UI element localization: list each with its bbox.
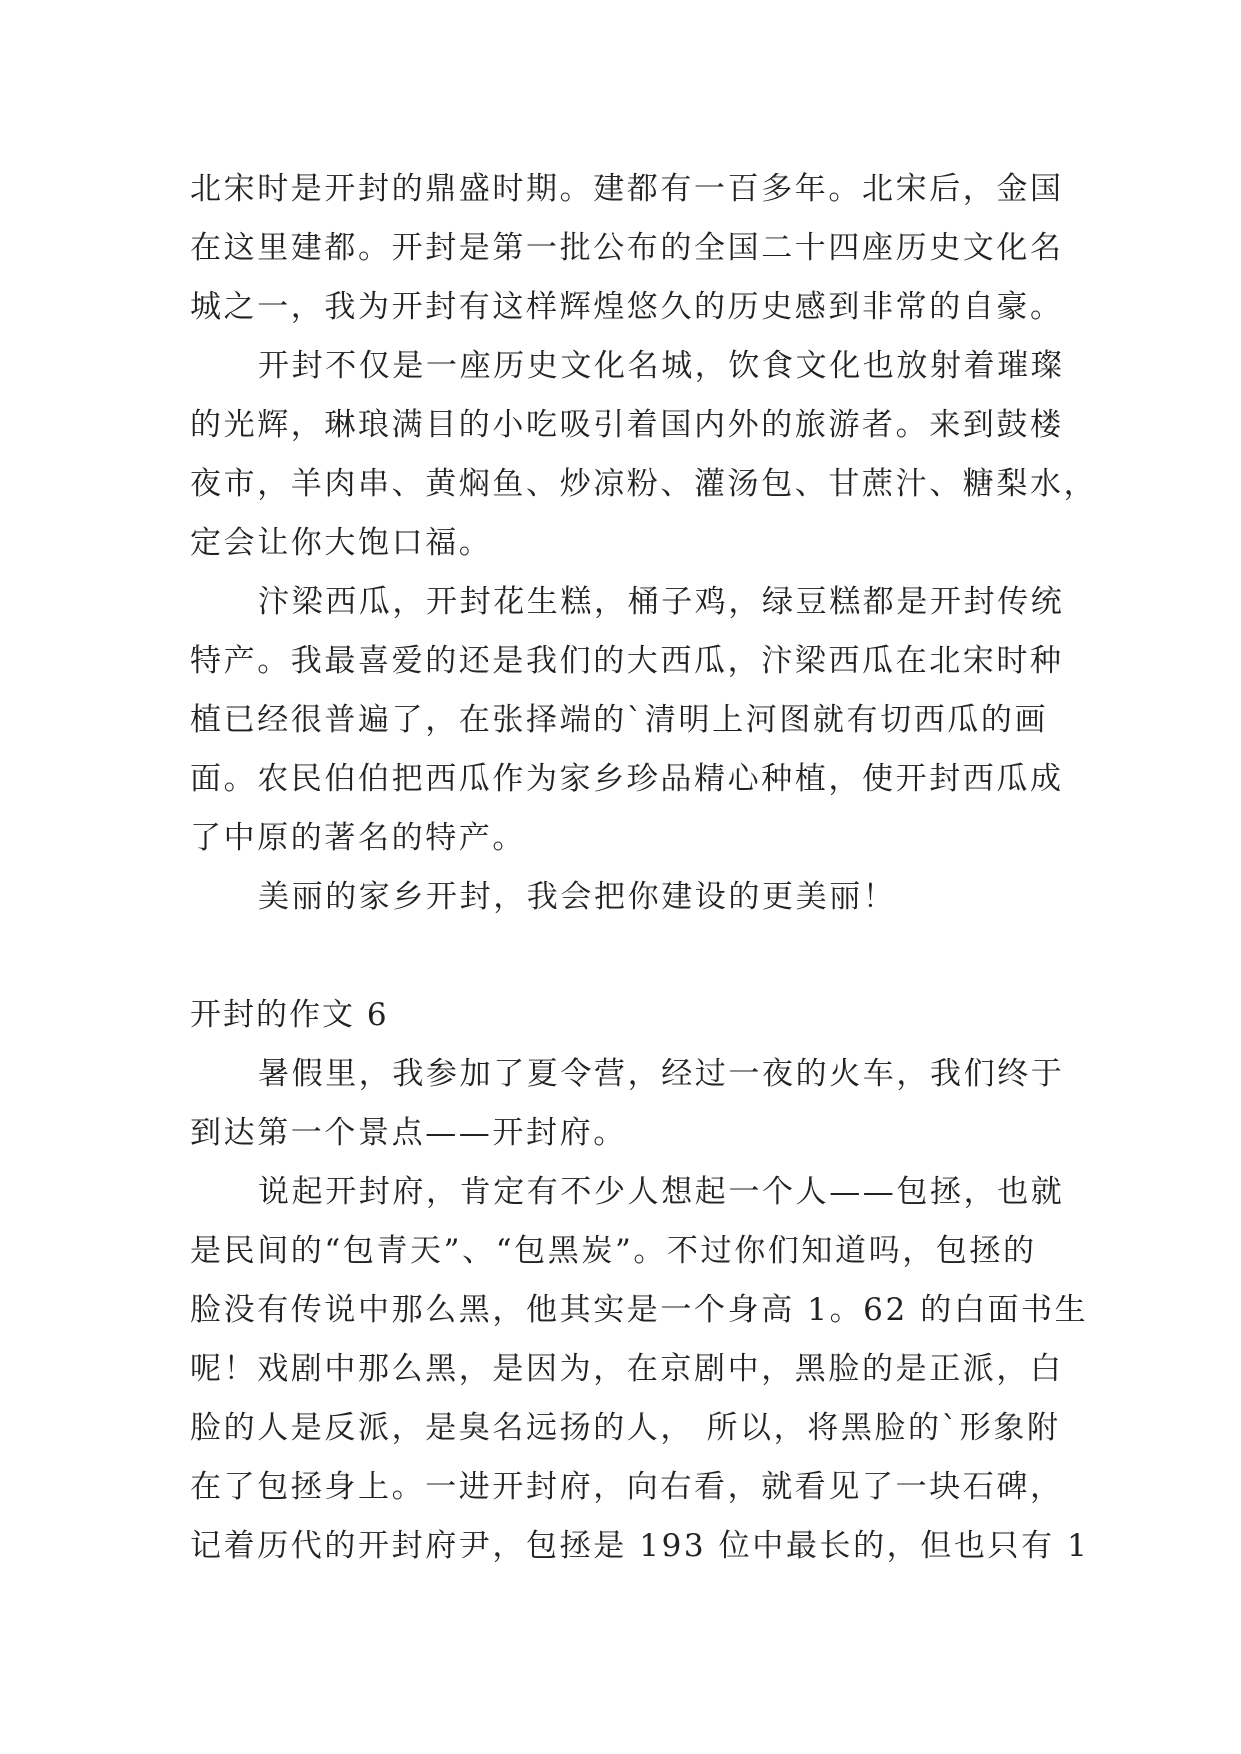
paragraph [190, 1045, 1070, 1163]
text-line: 脸的人是反派，是臭名远扬的人， 所以，将黑脸的`形象附 [190, 1410, 1061, 1446]
paragraph [190, 868, 1070, 927]
section-gap [190, 927, 1070, 986]
text-line: 美丽的家乡开封，我会把你建设的更美丽！ [258, 879, 897, 915]
text-line: 脸没有传说中那么黑，他其实是一个身高 1。62 的白面书生 [190, 1292, 1089, 1328]
text-line: 北宋时是开封的鼎盛时期。建都有一百多年。北宋后，金国 [190, 171, 1064, 207]
paragraph [190, 337, 1098, 573]
text-line: 植已经很普遍了，在张择端的`清明上河图就有切西瓜的画 [190, 702, 1049, 738]
text-line: 呢！戏剧中那么黑，是因为，在京剧中，黑脸的是正派，白 [190, 1351, 1064, 1387]
paragraph [190, 1163, 1090, 1576]
text-line: 城之一，我为开封有这样辉煌悠久的历史感到非常的自豪。 [190, 289, 1064, 325]
paragraph [190, 160, 1070, 337]
section-title: 开封的作文 6 [190, 997, 389, 1033]
text-line: 了中原的著名的特产。 [190, 820, 526, 856]
text-line: 说起开封府，肯定有不少人想起一个人——包拯，也就 [258, 1174, 1065, 1210]
paragraph [190, 573, 1070, 868]
text-line: 暑假里，我参加了夏令营，经过一夜的火车，我们终于 [258, 1056, 1065, 1092]
text-line: 在了包拯身上。一进开封府，向右看，就看见了一块石碑， [190, 1469, 1064, 1505]
text-line: 是民间的“包青天”、“包黑炭”。不过你们知道吗，包拯的 [190, 1233, 1037, 1269]
text-line: 汴梁西瓜，开封花生糕，桶子鸡，绿豆糕都是开封传统 [258, 584, 1065, 620]
text-line: 记着历代的开封府尹，包拯是 193 位中最长的，但也只有 1 [190, 1528, 1090, 1564]
text-line: 面。农民伯伯把西瓜作为家乡珍品精心种植，使开封西瓜成 [190, 761, 1064, 797]
document-body [190, 160, 1098, 1576]
text-line: 定会让你大饱口福。 [190, 525, 493, 561]
text-line: 特产。我最喜爱的还是我们的大西瓜，汴梁西瓜在北宋时种 [190, 643, 1064, 679]
text-line: 的光辉，琳琅满目的小吃吸引着国内外的旅游者。来到鼓楼 [190, 407, 1064, 443]
text-line: 夜市，羊肉串、黄焖鱼、炒凉粉、灌汤包、甘蔗汁、糖梨水， [190, 466, 1098, 502]
text-line: 开封不仅是一座历史文化名城，饮食文化也放射着璀璨 [258, 348, 1065, 384]
text-line: 到达第一个景点——开封府。 [190, 1115, 627, 1151]
text-line: 在这里建都。开封是第一批公布的全国二十四座历史文化名 [190, 230, 1064, 266]
